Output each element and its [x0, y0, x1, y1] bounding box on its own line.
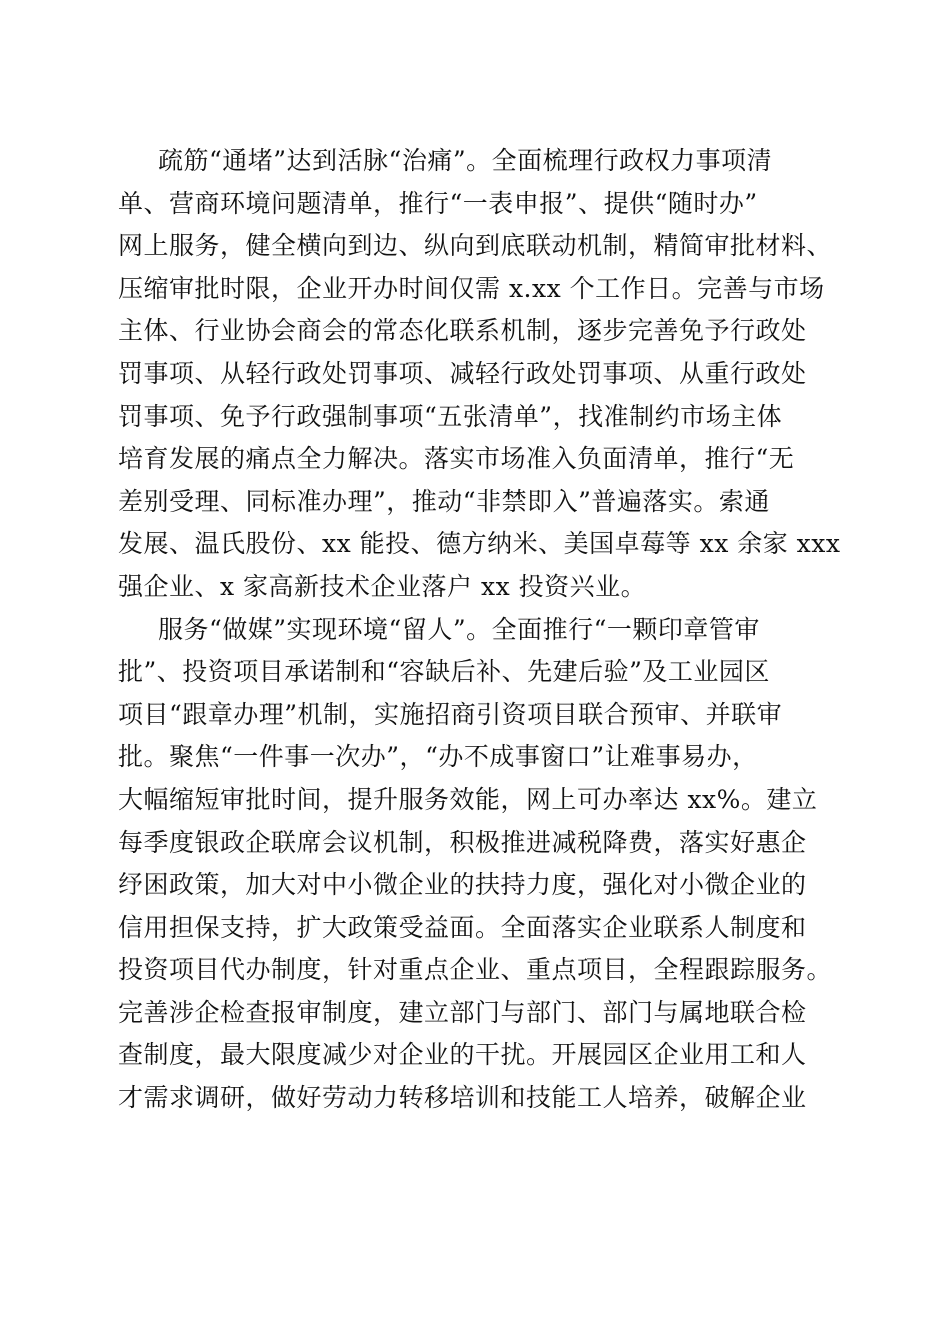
text-line: 投资项目代办制度，针对重点企业、重点项目，全程跟踪服务。 [118, 955, 833, 985]
paragraph-2 [118, 609, 848, 1120]
text-line: 项目“跟章办理”机制，实施招商引资项目联合预审、并联审 [118, 699, 783, 729]
text-line: 查制度，最大限度减少对企业的干扰。开展园区企业用工和人 [118, 1040, 807, 1070]
text-line: 每季度银政企联席会议机制，积极推进减税降费，落实好惠企 [118, 827, 807, 857]
text-line: 才需求调研，做好劳动力转移培训和技能工人培养，破解企业 [118, 1083, 807, 1113]
body-text [118, 140, 848, 1120]
text-line: 纾困政策，加大对中小微企业的扶持力度，强化对小微企业的 [118, 870, 807, 900]
text-line: 发展、温氏股份、xx 能投、德方纳米、美国卓莓等 xx 余家 xxx [118, 529, 841, 559]
text-line: 主体、行业协会商会的常态化联系机制，逐步完善免予行政处 [118, 316, 807, 346]
text-line: 大幅缩短审批时间，提升服务效能，网上可办率达 xx%。建立 [118, 784, 818, 814]
text-line: 信用担保支持，扩大政策受益面。全面落实企业联系人制度和 [118, 912, 807, 942]
text-line: 完善涉企检查报审制度，建立部门与部门、部门与属地联合检 [118, 997, 807, 1027]
text-line: 疏筋“通堵”达到活脉“治痛”。全面梳理行政权力事项清 [158, 146, 773, 175]
text-line: 单、营商环境问题清单，推行“一表申报”、提供“随时办” [118, 188, 758, 218]
text-line: 罚事项、免予行政强制事项“五张清单”，找准制约市场主体 [118, 401, 783, 431]
text-line: 服务“做媒”实现环境“留人”。全面推行“一颗印章管审 [158, 614, 760, 644]
text-line: 压缩审批时限，企业开办时间仅需 x.xx 个工作日。完善与市场 [118, 273, 825, 303]
text-line: 网上服务，健全横向到边、纵向到底联动机制，精简审批材料、 [118, 231, 833, 261]
text-line: 罚事项、从轻行政处罚事项、减轻行政处罚事项、从重行政处 [118, 358, 807, 388]
text-line: 差别受理、同标准办理”，推动“非禁即入”普遍落实。索通 [118, 486, 770, 516]
text-line: 批。聚焦“一件事一次办”，“办不成事窗口”让难事易办， [118, 742, 758, 772]
text-line: 批”、投资项目承诺制和“容缺后补、先建后验”及工业园区 [118, 657, 770, 687]
paragraph-1 [118, 140, 848, 609]
text-line: 培育发展的痛点全力解决。落实市场准入负面清单，推行“无 [118, 444, 795, 474]
text-line: 强企业、x 家高新技术企业落户 xx 投资兴业。 [118, 571, 647, 601]
